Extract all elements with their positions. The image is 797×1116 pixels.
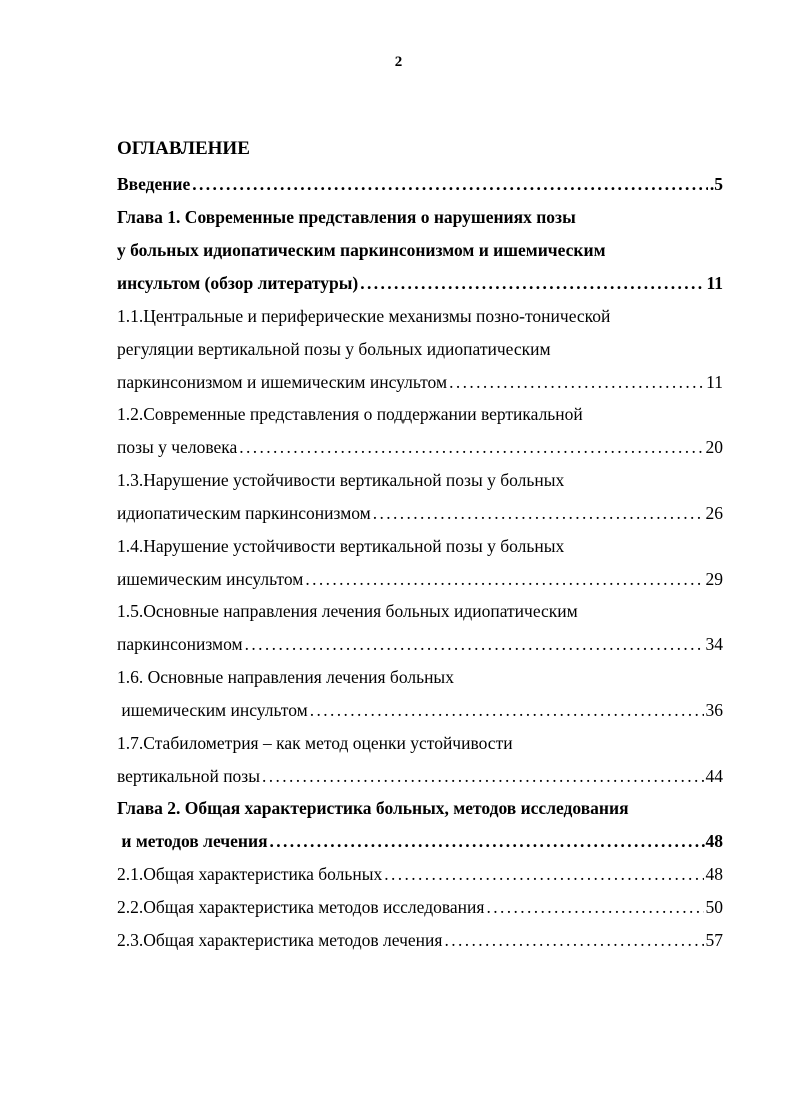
entry-text: инсультом (обзор литературы) (117, 273, 359, 293)
toc-title: ОГЛАВЛЕНИЕ (117, 138, 250, 159)
toc-entry-chapter-2[interactable] (117, 828, 723, 854)
toc-entry-1-1[interactable] (117, 369, 723, 395)
dot-leader (245, 631, 704, 657)
toc-entry-chapter-1-line-2[interactable]: у больных идиопатическим паркинсонизмом и ишемическим (117, 240, 606, 260)
entry-page: .48 (701, 831, 723, 851)
entry-text: 2.1.Общая характеристика больных (117, 864, 383, 884)
toc-entry-chapter-1[interactable] (117, 270, 723, 296)
dot-leader (449, 369, 704, 395)
entry-page: 57 (705, 930, 723, 950)
entry-text: ишемическим инсультом (117, 569, 304, 589)
toc-entry-1-7[interactable] (117, 763, 723, 789)
dot-leader (262, 763, 704, 789)
dot-leader (192, 171, 708, 197)
page-number: 2 (394, 54, 403, 70)
toc-entry-1-7-line-1[interactable]: 1.7.Стабилометрия – как метод оценки устойчивости (117, 733, 513, 753)
toc-entry-1-5-line-1[interactable]: 1.5.Основные направления лечения больных идиопатическим (117, 601, 578, 621)
entry-text: паркинсонизмом и ишемическим инсультом (117, 372, 448, 392)
entry-text: вертикальной позы (117, 766, 260, 786)
entry-page: 44 (705, 766, 723, 786)
dot-leader (486, 894, 703, 920)
toc-entry-1-5[interactable] (117, 631, 723, 657)
toc-entry-introduction[interactable] (117, 171, 723, 197)
entry-page: 11 (706, 273, 723, 293)
entry-page: 29 (705, 569, 723, 589)
toc-entry-1-1-line-1[interactable]: 1.1.Центральные и периферические механизмы позно-тонической (117, 306, 611, 326)
toc-entry-1-4[interactable] (117, 566, 723, 592)
entry-text: и методов лечения (117, 831, 268, 851)
toc-entry-1-2-line-1[interactable]: 1.2.Современные представления о поддержании вертикальной (117, 404, 583, 424)
entry-page: 48 (705, 864, 723, 884)
toc-entry-2-1[interactable] (117, 861, 723, 887)
dot-leader (444, 927, 703, 953)
entry-page: 20 (705, 437, 723, 457)
entry-text: 2.2.Общая характеристика методов исследования (117, 897, 485, 917)
toc-entry-1-3[interactable] (117, 500, 723, 526)
dot-leader (360, 270, 704, 296)
toc-entry-chapter-1-line-1[interactable]: Глава 1. Современные представления о нарушениях позы (117, 207, 576, 227)
toc-entry-1-4-line-1[interactable]: 1.4.Нарушение устойчивости вертикальной позы у больных (117, 536, 565, 556)
entry-page: 34 (705, 634, 723, 654)
entry-text: идиопатическим паркинсонизмом (117, 503, 371, 523)
dot-leader (239, 434, 703, 460)
entry-page: 50 (705, 897, 723, 917)
dot-leader (270, 828, 700, 854)
toc-entry-2-2[interactable] (117, 894, 723, 920)
entry-text: ишемическим инсультом (117, 700, 308, 720)
dot-leader (310, 697, 704, 723)
entry-text: паркинсонизмом (117, 634, 243, 654)
dot-leader (373, 500, 704, 526)
toc-entry-1-6-line-1[interactable]: 1.6. Основные направления лечения больных (117, 667, 454, 687)
dot-leader (305, 566, 703, 592)
entry-text: Введение (117, 174, 191, 194)
toc-entry-1-3-line-1[interactable]: 1.3.Нарушение устойчивости вертикальной позы у больных (117, 470, 565, 490)
entry-text: позы у человека (117, 437, 238, 457)
entry-page: 36 (705, 700, 723, 720)
entry-page: 26 (705, 503, 723, 523)
entry-text: 2.3.Общая характеристика методов лечения (117, 930, 443, 950)
entry-page: .5 (709, 174, 723, 194)
toc-entry-1-1-line-2[interactable]: регуляции вертикальной позы у больных идиопатическим (117, 339, 551, 359)
toc-entry-1-6[interactable] (117, 697, 723, 723)
dot-leader (384, 861, 703, 887)
toc-entry-2-3[interactable] (117, 927, 723, 953)
toc-entry-1-2[interactable] (117, 434, 723, 460)
toc-entry-chapter-2-line-1[interactable]: Глава 2. Общая характеристика больных, методов исследования (117, 798, 629, 818)
entry-page: 11 (706, 372, 723, 392)
